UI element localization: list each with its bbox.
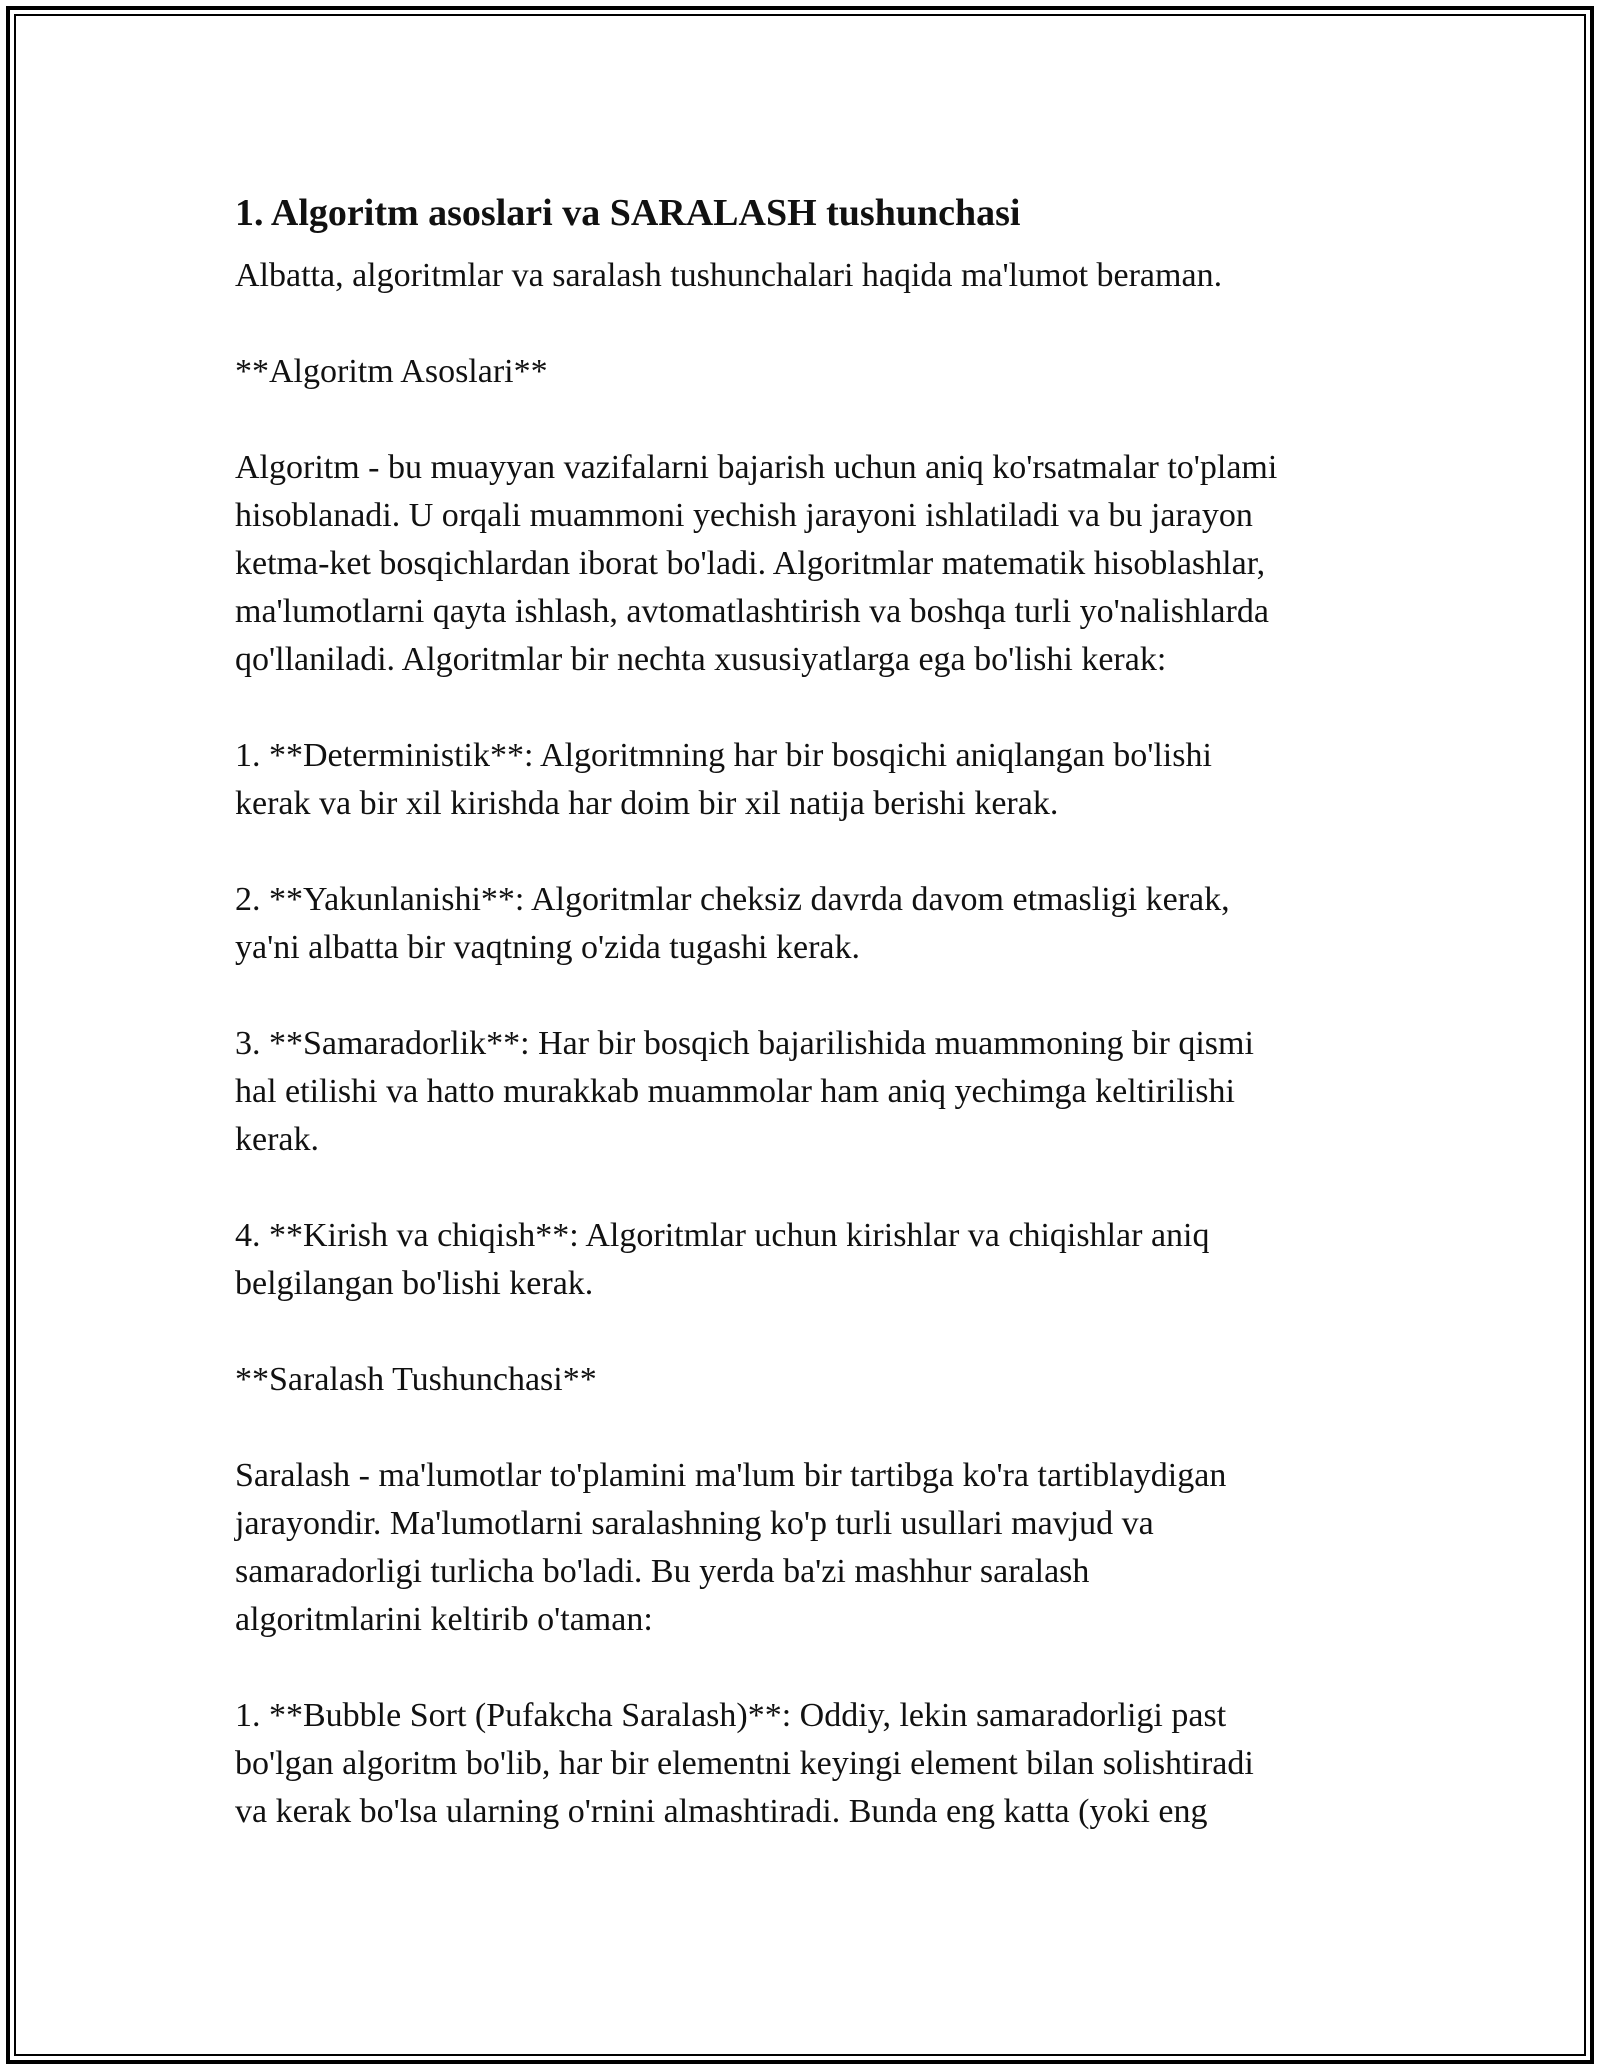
section-heading-algoritm-asoslari: **Algoritm Asoslari** xyxy=(235,353,548,390)
document-title: 1. Algoritm asoslari va SARALASH tushunchasi xyxy=(235,192,1021,234)
list-item-yakunlanishi: 2. **Yakunlanishi**: Algoritmlar cheksiz davrda davom etmasligi kerak, ya'ni albatta bir vaqtning o'zida tugashi kerak. xyxy=(235,881,1230,966)
algoritm-definition-paragraph: Algoritm - bu muayyan vazifalarni bajarish uchun aniq ko'rsatmalar to'plami hisoblanadi. U orqali muammoni yechish jarayoni ishlatiladi va bu jarayon ketma-ket bosqichlardan iborat bo'ladi. Algoritmlar matematik hisoblashlar, ma'lumotlarni qayta ishlash, avtomatlashtirish va boshqa turli yo'nalishlarda qo'llaniladi. Algoritmlar bir nechta xususiyatlarga ega bo'lishi kerak: xyxy=(235,449,1278,678)
list-item-bubble-sort: 1. **Bubble Sort (Pufakcha Saralash)**: Oddiy, lekin samaradorligi past bo'lgan algoritm bo'lib, har bir elementni keyingi element bilan solishtiradi va kerak bo'lsa ularning o'rnini almashtiradi. Bunda eng katta (yoki eng xyxy=(235,1697,1254,1830)
document-body xyxy=(235,186,1395,1836)
saralash-definition-paragraph: Saralash - ma'lumotlar to'plamini ma'lum bir tartibga ko'ra tartiblaydigan jarayondir. Ma'lumotlarni saralashning ko'p turli usullari mavjud va samaradorligi turlicha bo'ladi. Bu yerda ba'zi mashhur saralash algoritmlarini keltirib o'taman: xyxy=(235,1457,1227,1638)
section-heading-saralash: **Saralash Tushunchasi** xyxy=(235,1361,597,1398)
list-item-deterministik: 1. **Deterministik**: Algoritmning har bir bosqichi aniqlangan bo'lishi kerak va bir xil kirishda har doim bir xil natija berishi kerak. xyxy=(235,737,1212,822)
list-item-samaradorlik: 3. **Samaradorlik**: Har bir bosqich bajarilishida muammoning bir qismi hal etilishi va hatto murakkab muammolar ham aniq yechimga keltirilishi kerak. xyxy=(235,1025,1254,1158)
list-item-kirish-chiqish: 4. **Kirish va chiqish**: Algoritmlar uchun kirishlar va chiqishlar aniq belgilangan bo'lishi kerak. xyxy=(235,1217,1210,1302)
intro-paragraph: Albatta, algoritmlar va saralash tushunchalari haqida ma'lumot beraman. xyxy=(235,257,1223,294)
